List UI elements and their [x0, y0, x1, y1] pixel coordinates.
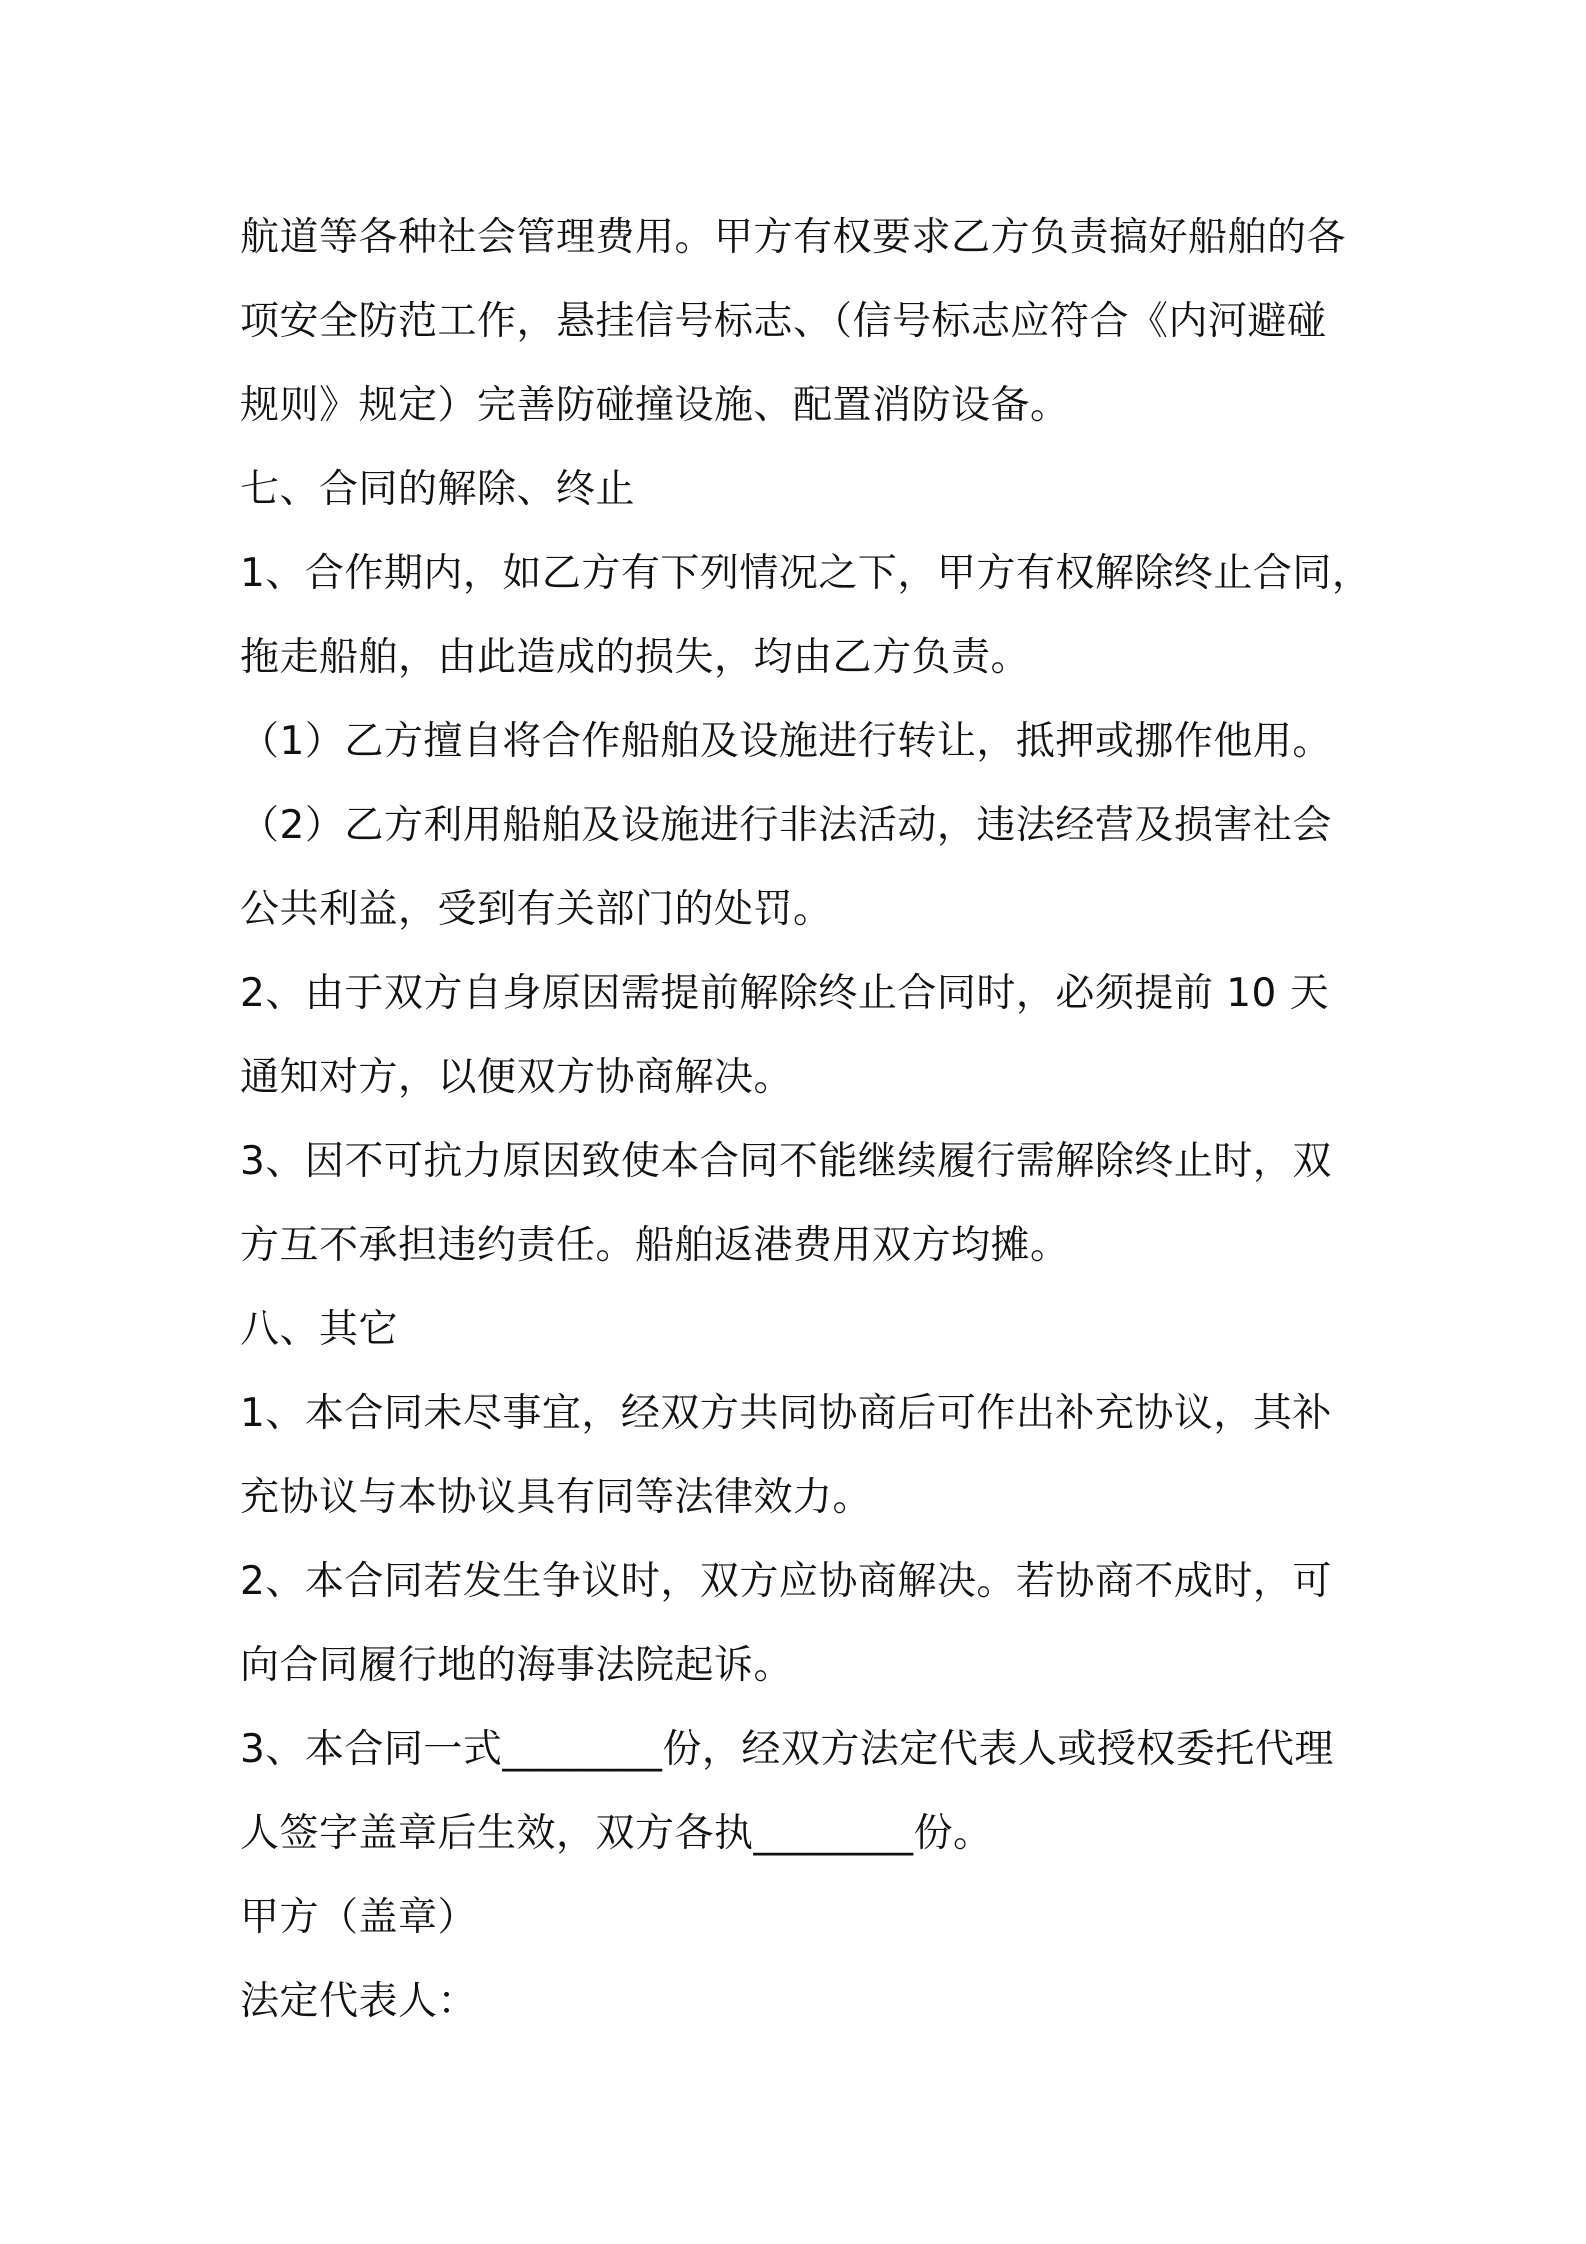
- text-line: 1、合作期内，如乙方有下列情况之下，甲方有权解除终止合同，: [240, 551, 1372, 596]
- text-line: 2、由于双方自身原因需提前解除终止合同时，必须提前 10 天: [240, 971, 1330, 1016]
- text-line: 向合同履行地的海事法院起诉。: [240, 1643, 794, 1688]
- document-body: [240, 196, 1370, 2044]
- text-line: 公共利益，受到有关部门的处罚。: [240, 887, 833, 932]
- text-line: 充协议与本协议具有同等法律效力。: [240, 1475, 873, 1520]
- text-line: 拖走船舶，由此造成的损失，均由乙方负责。: [240, 635, 1031, 680]
- text-line: （2）乙方利用船舶及设施进行非法活动，违法经营及损害社会: [240, 803, 1332, 848]
- section-heading-termination: 七、合同的解除、终止: [240, 467, 636, 512]
- text-line: （1）乙方擅自将合作船舶及设施进行转让，抵押或挪作他用。: [240, 719, 1332, 764]
- text-line: 项安全防范工作，悬挂信号标志、（信号标志应符合《内河避碰: [240, 299, 1327, 344]
- party-a-seal-label: 甲方（盖章）: [240, 1895, 478, 1940]
- text-line: 规则》规定）完善防碰撞设施、配置消防设备。: [240, 383, 1070, 428]
- text-line: 1、本合同未尽事宜，经双方共同协商后可作出补充协议，其补: [240, 1391, 1332, 1436]
- text-line: 2、本合同若发生争议时，双方应协商解决。若协商不成时，可: [240, 1559, 1332, 1604]
- text-line: 通知对方，以便双方协商解决。: [240, 1055, 794, 1100]
- text-line: 方互不承担违约责任。船舶返港费用双方均摊。: [240, 1223, 1070, 1268]
- text-line: 航道等各种社会管理费用。甲方有权要求乙方负责搞好船舶的各: [240, 215, 1347, 260]
- legal-representative-label: 法定代表人：: [240, 1979, 478, 2024]
- text-line: 3、本合同一式________份，经双方法定代表人或授权委托代理: [240, 1727, 1334, 1772]
- text-line: 3、因不可抗力原因致使本合同不能继续履行需解除终止时，双: [240, 1139, 1332, 1184]
- section-heading-other: 八、其它: [240, 1307, 399, 1352]
- text-line: 人签字盖章后生效，双方各执________份。: [240, 1811, 993, 1856]
